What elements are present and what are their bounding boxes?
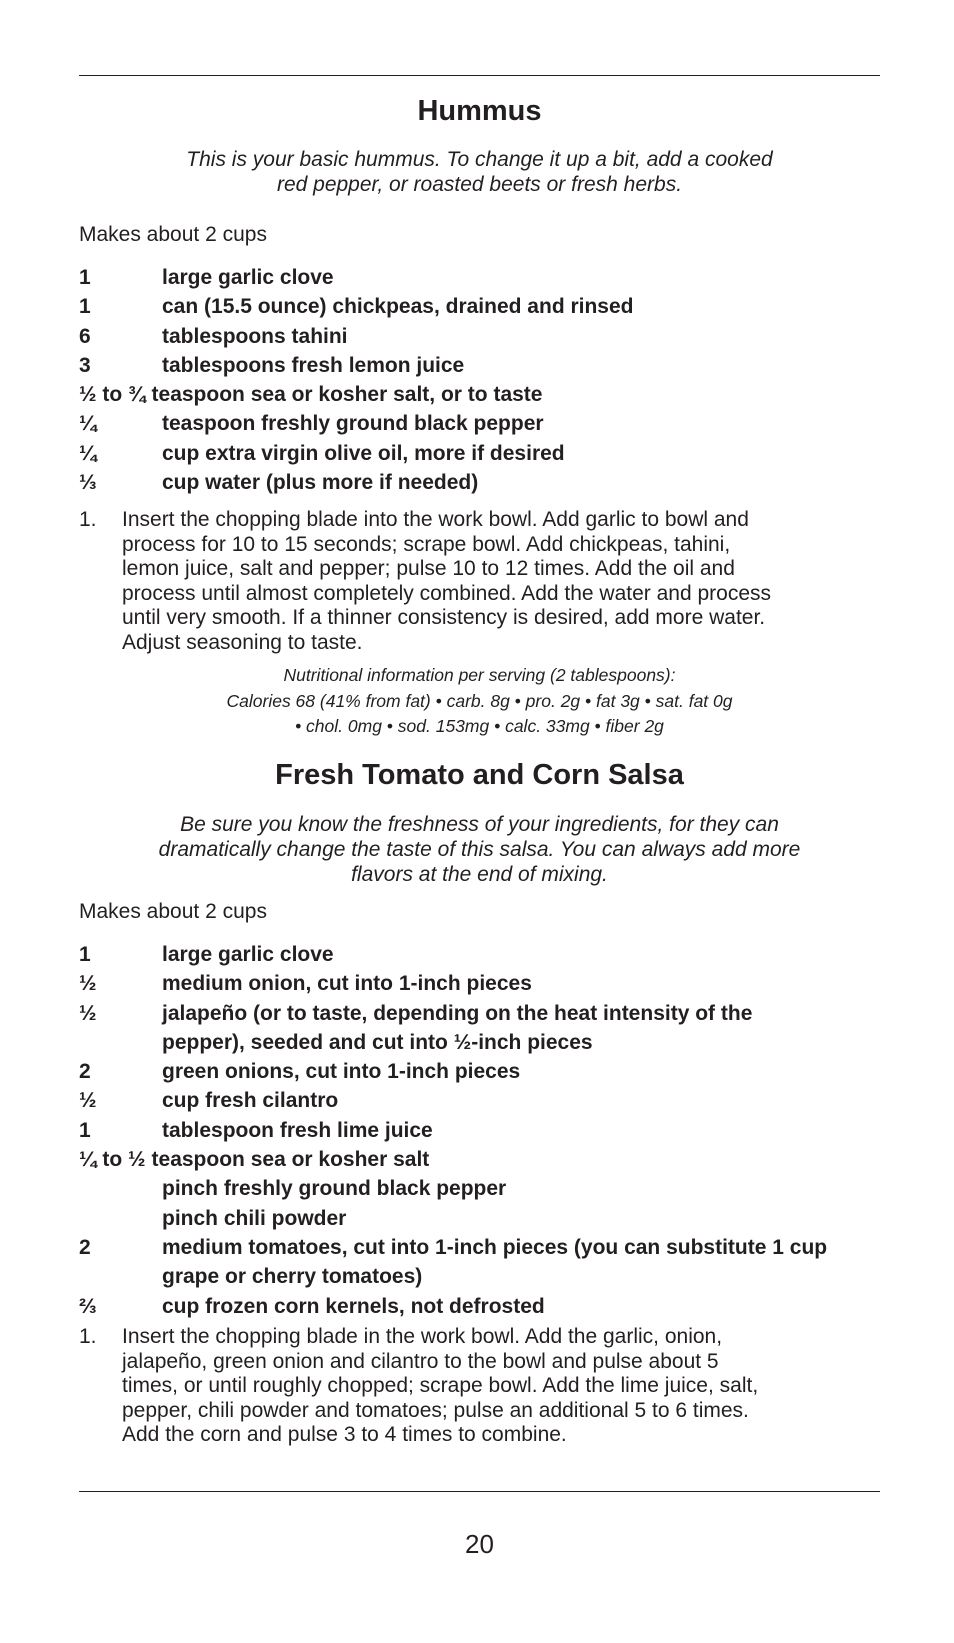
ingredient-quantity: ½: [79, 1001, 97, 1025]
step-line: pepper, chili powder and tomatoes; pulse an additional 5 to 6 times.: [122, 1398, 749, 1422]
step-line: until very smooth. If a thinner consistency is desired, add more water.: [122, 606, 766, 629]
ingredient-text: cup fresh cilantro: [162, 1089, 339, 1113]
top-rule: [79, 75, 880, 76]
ingredient-quantity: ½: [79, 972, 97, 996]
ingredient-text: teaspoon sea or kosher salt: [151, 1148, 430, 1172]
ingredient-item: [79, 263, 880, 292]
ingredient-text: tablespoon fresh lime juice: [162, 1118, 433, 1142]
step-line: Insert the chopping blade into the work bowl. Add garlic to bowl and: [122, 508, 749, 531]
recipe-title: Hummus: [417, 95, 542, 127]
step-line: Insert the chopping blade in the work bowl. Add the garlic, onion,: [122, 1325, 723, 1348]
step-line: jalapeño, green onion and cilantro to the bowl and pulse about 5: [122, 1349, 719, 1373]
step-line: Adjust seasoning to taste.: [122, 630, 363, 654]
ingredient-text: cup extra virgin olive oil, more if desired: [162, 441, 565, 465]
recipe-intro: [79, 812, 880, 887]
ingredient-text: pinch chili powder: [162, 1206, 347, 1230]
ingredient-item: [79, 351, 880, 380]
recipe-intro: [79, 147, 880, 197]
ingredient-text: pinch freshly ground black pepper: [162, 1177, 507, 1201]
intro-line: red pepper, or roasted beets or fresh herbs.: [276, 173, 683, 196]
ingredient-item: [79, 1116, 839, 1145]
ingredient-item: [79, 940, 839, 969]
ingredient-item: [79, 1204, 839, 1233]
ingredient-quantity: 1: [79, 266, 91, 289]
recipe-yield: Makes about 2 cups: [79, 900, 267, 923]
ingredient-quantity: 1: [79, 1118, 91, 1142]
ingredient-quantity: ¼: [79, 441, 97, 465]
ingredient-item: [79, 1086, 839, 1115]
ingredient-quantity: ¼ to ½: [79, 1148, 146, 1172]
ingredient-quantity: 1: [79, 295, 91, 319]
ingredient-item: [79, 468, 880, 497]
ingredient-text: large garlic clove: [162, 266, 334, 289]
ingredient-item: [79, 322, 880, 351]
ingredient-item: [79, 969, 839, 998]
ingredient-item: [79, 1057, 839, 1086]
ingredient-item: [79, 409, 880, 438]
intro-line: dramatically change the taste of this salsa. You can always add more: [158, 838, 801, 861]
ingredient-quantity: ½: [79, 1089, 97, 1113]
step-number: 1.: [79, 508, 97, 531]
ingredient-text: tablespoons fresh lemon juice: [162, 353, 465, 377]
step-line: process until almost completely combined. Add the water and process: [122, 581, 772, 605]
instruction-step: [79, 508, 880, 655]
ingredient-text: large garlic clove: [162, 943, 334, 966]
nutrition-line: Nutritional information per serving (2 tablespoons):: [283, 665, 676, 685]
ingredient-quantity: 2: [79, 1060, 91, 1084]
ingredient-text: cup frozen corn kernels, not defrosted: [162, 1294, 545, 1318]
intro-line: flavors at the end of mixing.: [351, 863, 608, 886]
nutrition-info: [79, 663, 880, 740]
ingredient-text: medium onion, cut into 1-inch pieces: [162, 972, 532, 996]
ingredient-text: tablespoons tahini: [162, 324, 348, 348]
step-line: lemon juice, salt and pepper; pulse 10 to 12 times. Add the oil and: [122, 557, 735, 580]
ingredient-quantity: ⅔: [79, 1294, 97, 1318]
ingredient-item: [79, 1145, 839, 1174]
ingredient-item: [79, 380, 880, 409]
ingredient-text: jalapeño (or to taste, depending on the heat intensity of the pepper), seeded and cut into ½-inch pieces: [162, 1001, 753, 1054]
ingredient-text: can (15.5 ounce) chickpeas, drained and rinsed: [162, 295, 634, 319]
step-line: Add the corn and pulse 3 to 4 times to combine.: [122, 1423, 567, 1446]
ingredient-text: teaspoon sea or kosher salt, or to taste: [151, 383, 543, 407]
step-line: times, or until roughly chopped; scrape bowl. Add the lime juice, salt,: [122, 1374, 759, 1397]
ingredient-text: teaspoon freshly ground black pepper: [162, 412, 544, 436]
step-text: [79, 508, 880, 655]
ingredient-quantity: 1: [79, 943, 91, 966]
ingredient-quantity: 3: [79, 353, 91, 377]
ingredient-list: [79, 940, 839, 1321]
ingredient-item: [79, 999, 839, 1058]
nutrition-line: • chol. 0mg • sod. 153mg • calc. 33mg • fiber 2g: [295, 716, 664, 736]
ingredient-item: [79, 1233, 839, 1292]
ingredient-item: [79, 1174, 839, 1203]
ingredient-quantity: ⅓: [79, 471, 97, 495]
ingredient-item: [79, 292, 880, 321]
recipe-title: Fresh Tomato and Corn Salsa: [275, 759, 684, 791]
recipe-yield: Makes about 2 cups: [79, 223, 267, 246]
instruction-step: [79, 1325, 880, 1448]
intro-line: This is your basic hummus. To change it up a bit, add a cooked: [186, 148, 773, 171]
nutrition-line: Calories 68 (41% from fat) • carb. 8g • pro. 2g • fat 3g • sat. fat 0g: [226, 690, 733, 711]
ingredient-item: [79, 1292, 839, 1321]
page-number: 20: [465, 1529, 494, 1559]
ingredient-quantity: 2: [79, 1235, 91, 1259]
step-number: 1.: [79, 1325, 97, 1348]
ingredient-quantity: ½ to ¾: [79, 383, 146, 407]
ingredient-text: medium tomatoes, cut into 1-inch pieces (you can substitute 1 cup grape or cherry tomatoes): [162, 1235, 828, 1289]
bottom-rule: [79, 1491, 880, 1492]
ingredient-item: [79, 439, 880, 468]
ingredient-text: green onions, cut into 1-inch pieces: [162, 1060, 521, 1084]
step-line: process for 10 to 15 seconds; scrape bowl. Add chickpeas, tahini,: [122, 532, 731, 556]
ingredient-quantity: ¼: [79, 412, 97, 436]
ingredient-quantity: 6: [79, 324, 91, 348]
ingredient-list: [79, 263, 880, 497]
step-text: [79, 1325, 880, 1448]
ingredient-text: cup water (plus more if needed): [162, 471, 479, 495]
intro-line: Be sure you know the freshness of your ingredients, for they can: [180, 813, 779, 836]
